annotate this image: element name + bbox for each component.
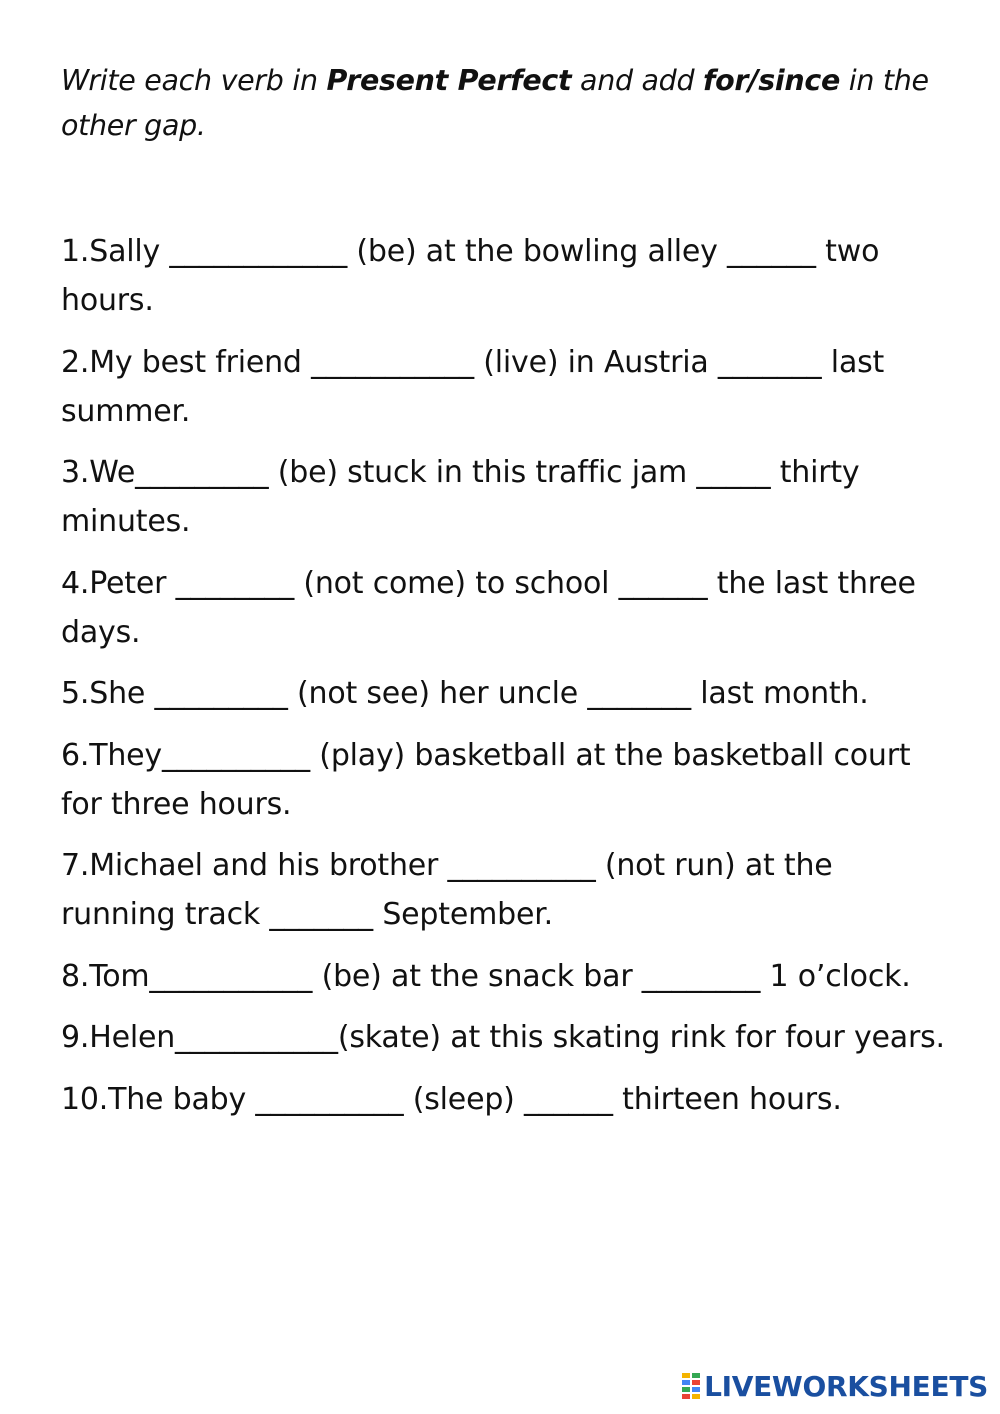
liveworksheets-logo-icon [682, 1373, 700, 1399]
exercise-list [61, 227, 951, 1136]
instructions-text-1: Write each verb in [61, 64, 327, 97]
exercise-item-2: 2.My best friend ___________ (live) in Austria _______ last summer. [61, 344, 894, 429]
instructions [61, 58, 941, 148]
instructions-text-3: in the other gap. [61, 64, 929, 142]
exercise-item-10: 10.The baby __________ (sleep) ______ thirteen hours. [61, 1081, 842, 1117]
exercise-item-5: 5.She _________ (not see) her uncle _______ last month. [61, 676, 869, 711]
exercise-item-7: 7.Michael and his brother __________ (not run) at the running track _______ September. [61, 848, 842, 932]
exercise-item-8: 8.Tom___________ (be) at the snack bar ________ 1 o’clock. [61, 958, 911, 994]
exercise-item-1: 1.Sally ____________ (be) at the bowling alley ______ two hours. [61, 234, 889, 318]
exercise-item-9: 9.Helen___________(skate) at this skating rink for four years. [61, 1020, 945, 1055]
exercise-item-3: 3.We_________ (be) stuck in this traffic jam _____ thirty minutes. [61, 455, 869, 539]
exercise-item-6: 6.They__________ (play) basketball at the basketball court for three hours. [61, 737, 920, 822]
instructions-bold-tense: Present Perfect [326, 64, 572, 97]
instructions-text-2: and add [571, 64, 704, 97]
instructions-bold-for-since: for/since [703, 64, 841, 97]
liveworksheets-logo-text: LIVEWORKSHEETS [704, 1369, 988, 1403]
exercise-item-4: 4.Peter ________ (not come) to school ______ the last three days. [61, 565, 926, 650]
liveworksheets-logo [682, 1366, 988, 1406]
